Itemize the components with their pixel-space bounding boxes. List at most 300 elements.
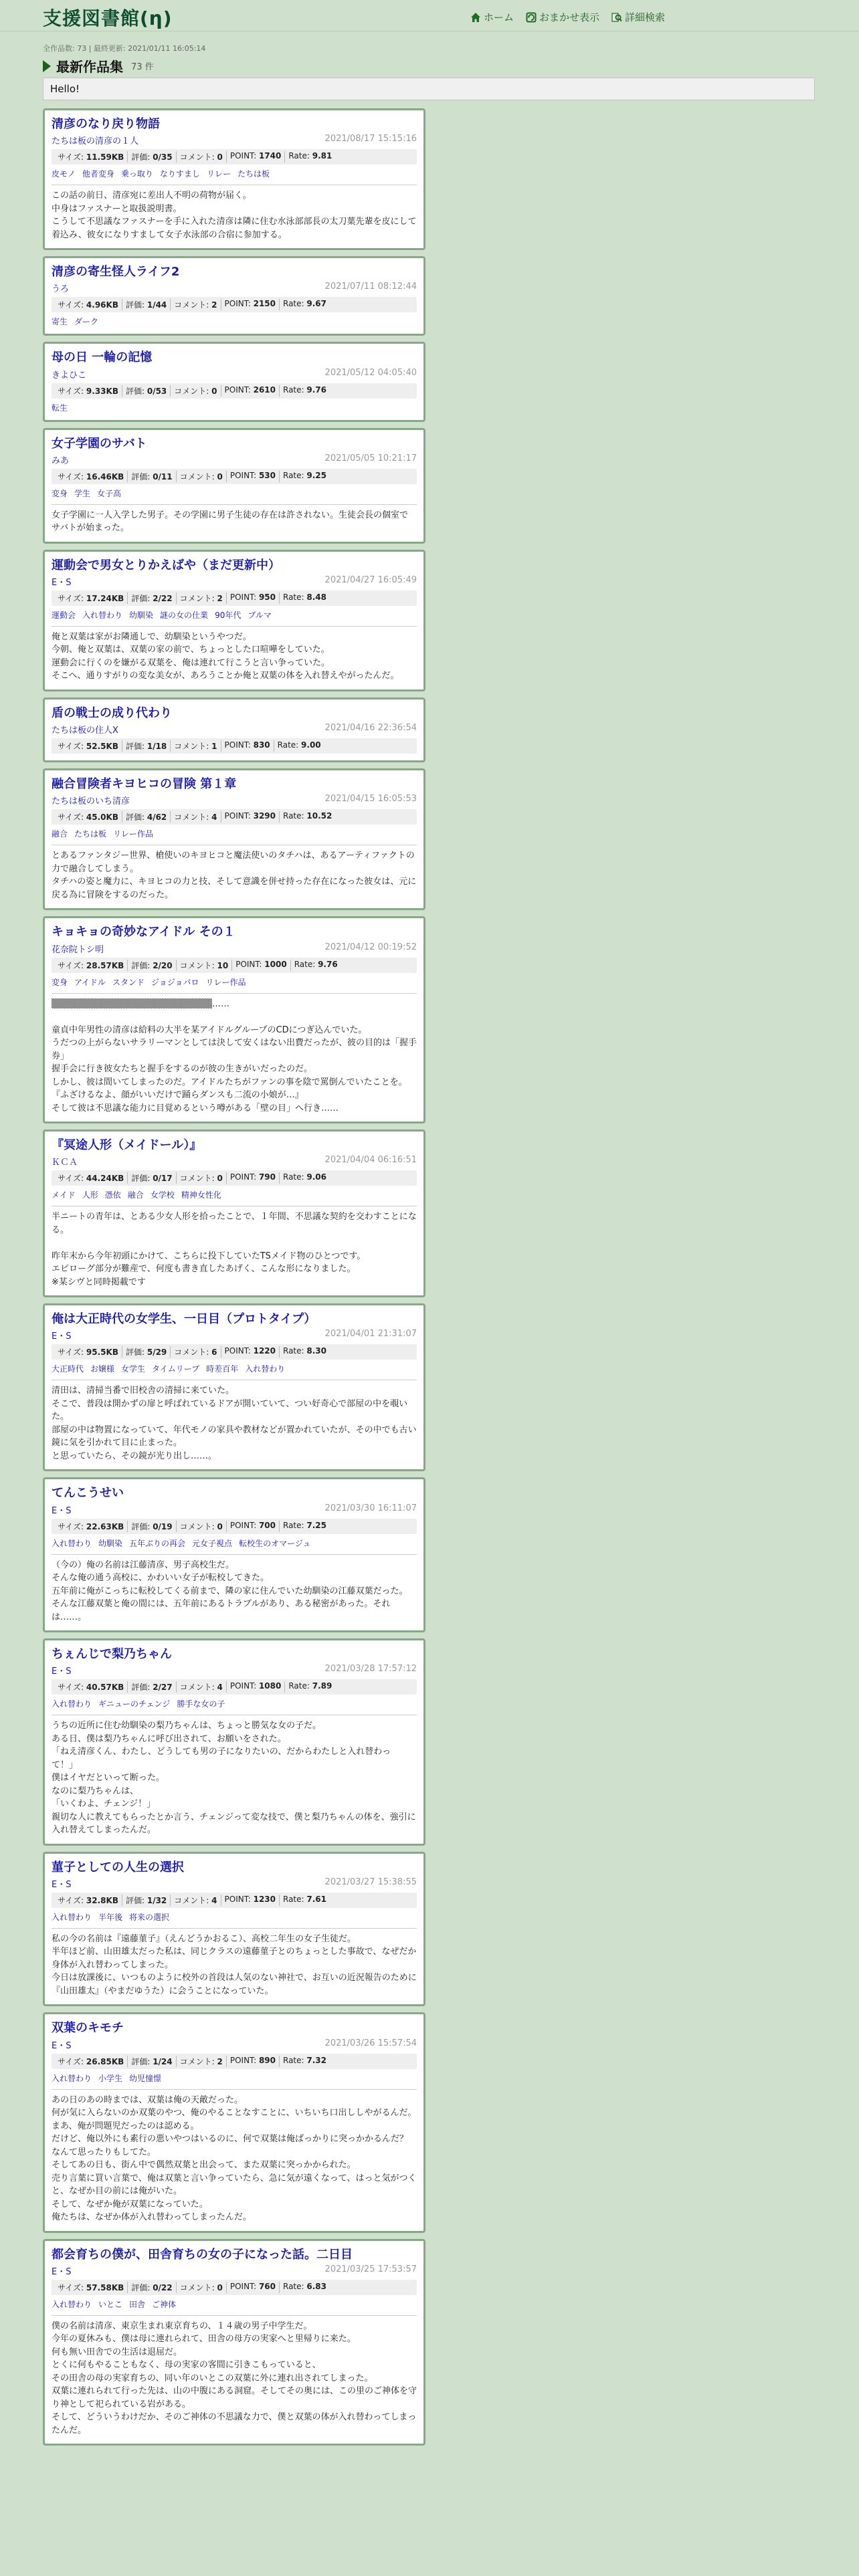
- work-stats: [52, 738, 417, 754]
- work-card: [43, 1130, 425, 1297]
- stat-comments-value: 1: [211, 742, 217, 752]
- stat-rating-label: 評価: [131, 2282, 148, 2292]
- stat-comments-value: 2: [211, 300, 217, 310]
- stat-size-value: 9.33KB: [86, 386, 118, 396]
- work-title[interactable]: 清彦の寄生怪人ライフ2: [52, 265, 180, 280]
- work-tag[interactable]: 学生: [74, 488, 91, 498]
- work-tag[interactable]: アイドル: [74, 977, 106, 987]
- work-title[interactable]: 融合冒険者キヨヒコの冒険 第１章: [52, 777, 237, 792]
- work-list: [43, 108, 425, 2452]
- stat-point: POINT: 790: [227, 1172, 280, 1184]
- work-author[interactable]: うろ: [52, 284, 70, 295]
- work-author-row: [52, 1155, 417, 1168]
- stat-rate-value: 9.76: [306, 385, 326, 395]
- stat-size-label: サイズ: [58, 813, 82, 823]
- stat-point-value: 1740: [258, 151, 282, 161]
- work-date: 2021/05/05 10:21:17: [324, 453, 417, 463]
- stat-size-label: サイズ: [58, 1348, 82, 1358]
- stat-rating: 評価: 1/24: [128, 2056, 176, 2067]
- work-title[interactable]: 女子学園のサバト: [52, 436, 147, 451]
- stat-size-value: 16.46KB: [86, 471, 124, 481]
- work-title[interactable]: 運動会で男女とりかえばや（まだ更新中）: [52, 558, 280, 572]
- stat-comments: コメント: 0: [171, 385, 221, 397]
- work-author[interactable]: E・S: [52, 2266, 72, 2277]
- work-author[interactable]: E・S: [52, 1331, 72, 1342]
- stat-rating-label: 評価: [131, 152, 148, 163]
- stat-point: POINT: 1080: [227, 1681, 285, 1693]
- stat-point: POINT: 1740: [227, 151, 285, 163]
- work-tag[interactable]: 運動会: [52, 610, 76, 620]
- stat-size: サイズ: 9.33KB: [54, 385, 122, 397]
- stat-point-value: 790: [258, 1172, 276, 1182]
- stat-rate-value: 8.30: [306, 1346, 326, 1356]
- work-date: 2021/04/15 16:05:53: [324, 794, 417, 804]
- stat-rating-label: 評価: [125, 1348, 142, 1358]
- work-stats: [52, 2054, 417, 2069]
- work-tag[interactable]: 女学生: [121, 1364, 146, 1374]
- stat-comments-value: 0: [211, 386, 217, 396]
- stat-rate-value: 7.61: [306, 1894, 326, 1904]
- stat-point-value: 1080: [258, 1681, 282, 1691]
- stat-size-label: サイズ: [58, 593, 82, 603]
- work-author-row: [52, 1503, 417, 1516]
- work-stats: [52, 297, 417, 312]
- stat-comments-label: コメント: [179, 1521, 212, 1531]
- work-author-row: [52, 453, 417, 466]
- work-tag[interactable]: リレー: [206, 169, 231, 179]
- work-tag[interactable]: 他者変身: [82, 169, 114, 179]
- work-tag[interactable]: 入れ替わり: [52, 1912, 92, 1922]
- stat-comments-label: コメント: [174, 1348, 207, 1358]
- work-author[interactable]: E・S: [52, 1667, 72, 1677]
- stat-rate-value: 9.81: [312, 151, 332, 161]
- work-tags: [52, 316, 417, 327]
- work-date: 2021/08/17 15:15:16: [324, 134, 417, 144]
- work-author[interactable]: 花奈院トシ明: [52, 944, 104, 955]
- work-author[interactable]: たちは板の清彦の１人: [52, 136, 139, 147]
- work-tag[interactable]: 田舎: [129, 2299, 146, 2309]
- stat-point-value: 1220: [253, 1346, 276, 1356]
- stat-point: POINT: 700: [227, 1521, 280, 1532]
- stat-rate-label: Rate: [283, 470, 302, 480]
- stat-rate-value: 9.25: [306, 470, 326, 480]
- work-stats: [52, 958, 417, 973]
- stat-rate: Rate: 8.30: [283, 1346, 326, 1356]
- stat-rate: Rate: 9.81: [288, 151, 332, 161]
- notice-box: Hello!: [43, 78, 815, 100]
- stat-point-label: POINT: [229, 1681, 254, 1691]
- work-description: （今の）俺の名前は江藤清彦、男子高校生だ。 そんな俺の通う高校に、かわいい女子が転校してきた。 五年前に俺がこっちに転校してくる前まで、隣の家に住んでいた幼馴染の江藤双葉だった。 そんな江藤双葉と俺の間には、五年前にあるトラブルがあり、ある秘密があった。それは……。: [52, 1554, 417, 1624]
- work-tags: [52, 609, 417, 621]
- stat-comments-label: コメント: [179, 471, 212, 481]
- work-author[interactable]: E・S: [52, 2040, 72, 2051]
- work-tag[interactable]: 入れ替わり: [52, 1699, 92, 1709]
- stat-rate-label: Rate: [288, 151, 307, 161]
- work-tag[interactable]: 入れ替わり: [245, 1364, 286, 1374]
- work-title[interactable]: 双葉のキモチ: [52, 2021, 124, 2036]
- work-author[interactable]: たちは板のいち清彦: [52, 796, 130, 807]
- stat-rate: Rate: 9.76: [294, 959, 338, 969]
- stat-point-label: POINT: [229, 1520, 254, 1530]
- work-title[interactable]: 都会育ちの僕が、田舎育ちの女の子になった話。二日目: [52, 2247, 353, 2262]
- stat-rate: Rate: 6.83: [283, 2281, 326, 2291]
- stat-comments-value: 0: [217, 1521, 223, 1531]
- work-tag[interactable]: 入れ替わり: [52, 2073, 92, 2083]
- work-tag[interactable]: 90年代: [215, 610, 242, 620]
- work-tag[interactable]: 小学生: [98, 2073, 123, 2083]
- stat-point: POINT: 950: [227, 593, 280, 604]
- work-tag[interactable]: リレー作品: [113, 829, 154, 839]
- work-author[interactable]: E・S: [52, 577, 72, 588]
- stat-point-value: 700: [258, 1520, 276, 1530]
- stat-comments-label: コメント: [174, 300, 207, 310]
- work-tag[interactable]: 憑依: [104, 1190, 121, 1200]
- work-tag[interactable]: 幼馴染: [129, 610, 154, 620]
- stat-rate-label: Rate: [283, 2055, 302, 2065]
- work-tag[interactable]: ダーク: [74, 317, 99, 327]
- work-date: 2021/04/16 22:36:54: [324, 723, 417, 734]
- work-tag[interactable]: 入れ替わり: [82, 610, 123, 620]
- stat-rate-label: Rate: [283, 1346, 302, 1356]
- work-tag[interactable]: 転生: [52, 403, 68, 413]
- work-title[interactable]: 菫子としての人生の選択: [52, 1860, 184, 1874]
- stat-comments-value: 4: [211, 813, 217, 823]
- stat-point-label: POINT: [229, 2055, 254, 2065]
- stat-comments: コメント: 4: [177, 1681, 227, 1693]
- stat-comments-value: 4: [217, 1683, 223, 1693]
- stat-comments-value: 2: [217, 593, 223, 603]
- stat-comments-label: コメント: [179, 2282, 212, 2292]
- stat-size-value: 52.5KB: [86, 742, 118, 752]
- stat-comments: コメント: 4: [171, 1895, 221, 1906]
- work-tag[interactable]: たちは板: [74, 829, 107, 839]
- stat-size-label: サイズ: [58, 1521, 82, 1531]
- work-card: [43, 1477, 425, 1632]
- stat-comments-label: コメント: [174, 386, 207, 396]
- work-tag[interactable]: 将来の選択: [129, 1912, 170, 1922]
- stat-comments-label: コメント: [179, 152, 212, 163]
- stat-rate-label: Rate: [277, 740, 296, 750]
- stat-size: サイズ: 40.57KB: [54, 1681, 128, 1693]
- stat-rating-label: 評価: [131, 471, 148, 481]
- work-tag[interactable]: タイムリープ: [152, 1364, 200, 1374]
- work-description: この話の前日、清彦宛に差出人不明の荷物が届く。 中身はファスナーと取扱説明書。 こうして不思議なファスナーを手に入れた清彦は隣に住む水泳部部長の太刀葉先輩を皮にして着込み、彼女になりすまして女子水泳部の合宿に参加する。: [52, 185, 417, 241]
- stat-rating: 評価: 4/62: [122, 811, 171, 823]
- stat-comments-label: コメント: [179, 1683, 212, 1693]
- stat-size: サイズ: 44.24KB: [54, 1172, 128, 1184]
- work-title[interactable]: ちぇんじで梨乃ちゃん: [52, 1647, 172, 1662]
- work-tag[interactable]: ジョジョパロ: [151, 977, 199, 987]
- section-header: [43, 56, 154, 76]
- stat-point: POINT: 530: [227, 471, 280, 482]
- stat-comments-value: 0: [217, 1174, 223, 1184]
- work-tag[interactable]: リレー作品: [205, 977, 246, 987]
- stat-size: サイズ: 52.5KB: [54, 740, 122, 752]
- work-card: [43, 256, 425, 336]
- work-author-row: [52, 723, 417, 736]
- work-tag[interactable]: 勝手な女の子: [177, 1699, 225, 1709]
- work-tag[interactable]: 入れ替わり: [52, 1538, 92, 1548]
- stat-rating-value: 1/32: [147, 1895, 167, 1905]
- work-description: 僕の名前は清彦、東京生まれ東京育ちの、１４歳の男子中学生だ。 今年の夏休みも、僕は母に連れられて、田舎の母方の実家へと里帰りに来た。 何も無い田舎での生活は退屈だ。 とくに何もやることもなく、母の実家の客間に引きこもっていると、 その田舎の母の実家育ちの、同い年のいとこの双葉に外に連れ出されてしまった。 双葉に連れられて行った先は、山の中腹にある洞窟。そしてその奥には、この里のご神体を守り神として祀られている岩がある。 そして、どういうわけだか、そのご神体の不思議な力で、僕と双葉の体が入れ替わってしまったんだ。: [52, 2315, 417, 2438]
- stat-size-value: 57.58KB: [86, 2282, 124, 2292]
- search-icon: [611, 12, 622, 23]
- work-stats: [52, 591, 417, 606]
- work-date: 2021/03/30 16:11:07: [324, 1503, 417, 1513]
- stat-size-label: サイズ: [58, 2056, 82, 2066]
- stat-comments-label: コメント: [174, 1895, 207, 1905]
- work-title[interactable]: 『冥途人形（メイドール）』: [52, 1138, 202, 1152]
- stat-rate-value: 9.00: [301, 740, 321, 750]
- stat-rate-label: Rate: [283, 299, 302, 309]
- stat-rating-value: 2/20: [153, 960, 173, 970]
- work-date: 2021/03/28 17:57:12: [324, 1664, 417, 1675]
- work-tag[interactable]: 謎の女の仕業: [160, 610, 209, 620]
- work-tag[interactable]: ブルマ: [248, 610, 272, 620]
- stat-rate-label: Rate: [283, 1520, 302, 1530]
- work-card: [43, 1852, 425, 2007]
- work-tag[interactable]: 変身: [52, 488, 68, 498]
- stat-rating-value: 1/44: [147, 300, 167, 310]
- stat-size-value: 44.24KB: [86, 1174, 124, 1184]
- stat-size-value: 11.59KB: [86, 152, 124, 163]
- work-tag[interactable]: 女学校: [150, 1190, 175, 1200]
- stat-size: サイズ: 57.58KB: [54, 2282, 128, 2293]
- stat-rating-label: 評価: [125, 813, 142, 823]
- work-description: 俺と双葉は家がお隣通しで、幼馴染というやつだ。 今朝、俺と双葉は、双葉の家の前で、ちょっとした口喧嘩をしていた。 運動会に行くのを嫌がる双葉を、俺は連れて行こうと言い争っていた。 そこへ、通りすがりの変な美女が、あろうことか俺と双葉の体を入れ替えやがったんだ。: [52, 626, 417, 683]
- work-stats: [52, 383, 417, 399]
- work-author[interactable]: きよひこ: [52, 370, 87, 381]
- stat-point: POINT: 760: [227, 2282, 280, 2293]
- stat-rating-value: 1/24: [153, 2056, 173, 2066]
- stat-rate: Rate: 7.61: [283, 1894, 326, 1904]
- work-author-row: [52, 2264, 417, 2277]
- work-author[interactable]: E・S: [52, 1505, 72, 1516]
- stat-comments: コメント: 10: [177, 960, 233, 971]
- stat-size: サイズ: 95.5KB: [54, 1346, 122, 1358]
- stat-rating-value: 0/53: [147, 386, 167, 396]
- stat-point-value: 2150: [253, 299, 276, 309]
- work-stats: [52, 1679, 417, 1695]
- stat-size-value: 4.96KB: [86, 300, 118, 310]
- stat-size-value: 17.24KB: [86, 593, 124, 603]
- stat-point-value: 890: [258, 2055, 276, 2065]
- work-tag[interactable]: 転校生のオマージュ: [239, 1538, 311, 1548]
- stat-rate-label: Rate: [288, 1681, 307, 1691]
- stat-point-label: POINT: [229, 1172, 254, 1182]
- stat-rating-label: 評価: [131, 2056, 148, 2066]
- stat-rate: Rate: 9.25: [283, 470, 326, 480]
- stat-comments: コメント: 0: [177, 471, 227, 482]
- work-author[interactable]: たちは板の住人X: [52, 726, 118, 736]
- stat-point-label: POINT: [224, 299, 248, 309]
- work-date: 2021/04/04 06:16:51: [324, 1155, 417, 1166]
- work-card: [43, 2012, 425, 2232]
- work-author[interactable]: E・S: [52, 1879, 72, 1890]
- work-tag[interactable]: 元女子視点: [192, 1538, 233, 1548]
- work-tag[interactable]: 変身: [52, 977, 68, 987]
- work-tag[interactable]: 入れ替わり: [52, 2299, 92, 2309]
- work-tag[interactable]: たちは板: [237, 169, 270, 179]
- stat-rating: 評価: 2/22: [128, 593, 176, 604]
- stat-rating-value: 5/29: [147, 1348, 167, 1358]
- stat-comments: コメント: 2: [171, 299, 221, 310]
- work-tag[interactable]: 乗っ取り: [120, 169, 153, 179]
- stat-rating-label: 評価: [131, 1174, 148, 1184]
- work-tags: [52, 1698, 417, 1709]
- work-author-row: [52, 134, 417, 146]
- top-nav: [470, 10, 665, 24]
- site-header: [0, 0, 859, 31]
- stat-comments: コメント: 0: [177, 1172, 227, 1184]
- shuffle-icon: [526, 12, 537, 23]
- work-author[interactable]: みあ: [52, 455, 70, 466]
- stat-rate: Rate: 9.67: [283, 299, 326, 309]
- stat-rate-value: 7.32: [306, 2055, 326, 2065]
- stat-size: サイズ: 22.63KB: [54, 1521, 128, 1532]
- stat-rating-label: 評価: [125, 1895, 142, 1905]
- stat-point-value: 530: [258, 470, 276, 480]
- work-stats: [52, 469, 417, 484]
- work-tag[interactable]: 精神女性化: [181, 1190, 221, 1200]
- work-tag[interactable]: 大正時代: [52, 1364, 84, 1374]
- stat-rating: 評価: 1/32: [122, 1895, 171, 1906]
- stat-point-label: POINT: [224, 385, 248, 395]
- stat-comments: コメント: 2: [177, 2056, 227, 2067]
- work-tag[interactable]: なりすまし: [159, 169, 200, 179]
- work-stats: [52, 149, 417, 165]
- stat-comments-value: 2: [217, 2056, 223, 2066]
- stat-rate-value: 9.06: [306, 1172, 326, 1182]
- nav-random[interactable]: [526, 10, 599, 24]
- stat-rate: Rate: 7.89: [288, 1681, 332, 1691]
- work-author-row: [52, 575, 417, 588]
- work-title[interactable]: キョキョの奇妙なアイドル その１: [52, 925, 235, 940]
- stat-rating-value: 0/35: [153, 152, 173, 163]
- stat-rating-value: 0/17: [153, 1174, 173, 1184]
- work-card: [43, 108, 425, 250]
- work-tag[interactable]: 女子高: [97, 488, 122, 498]
- stat-comments: コメント: 0: [177, 151, 227, 163]
- stat-size: サイズ: 11.59KB: [54, 151, 128, 163]
- work-tag[interactable]: 時差百年: [206, 1364, 239, 1374]
- stat-rate: Rate: 9.00: [277, 740, 321, 750]
- work-description: 清田は、清掃当番で旧校舎の清掃に来ていた。 そこで、普段は開かずの扉と呼ばれているドアが開いていて、つい好奇心で部屋の中を覗いた。 部屋の中は物置になっていて、年代モノの家具や教材などが置かれていたが、その中でも古い鏡に気を引かれて目に止まった。 と思っていたら、その鏡が光り出し……。: [52, 1380, 417, 1463]
- work-tag[interactable]: 皮モノ: [52, 169, 76, 179]
- work-tag[interactable]: メイド: [52, 1190, 76, 1200]
- work-date: 2021/04/12 00:19:52: [324, 942, 417, 952]
- work-tags: [52, 488, 417, 499]
- stat-size-value: 40.57KB: [86, 1683, 124, 1693]
- stat-size-label: サイズ: [58, 1174, 82, 1184]
- work-title[interactable]: 清彦のなり戻り物語: [52, 117, 160, 131]
- stat-size-label: サイズ: [58, 471, 82, 481]
- work-card: [43, 1303, 425, 1471]
- work-stats: [52, 1344, 417, 1360]
- arrow-right-icon: [43, 60, 51, 72]
- work-card: [43, 697, 425, 762]
- stat-comments-label: コメント: [174, 742, 207, 752]
- work-tags: [52, 1911, 417, 1923]
- work-tag[interactable]: ギニューのチェンジ: [98, 1699, 171, 1709]
- site-title[interactable]: 支援図書館(η): [43, 7, 173, 29]
- work-date: 2021/07/11 08:12:44: [324, 282, 417, 292]
- work-tag[interactable]: 幼児憧憬: [129, 2073, 162, 2083]
- work-tag[interactable]: スタンド: [112, 977, 145, 987]
- stat-size: サイズ: 4.96KB: [54, 299, 122, 310]
- stat-rate: Rate: 10.52: [283, 811, 332, 821]
- stat-point: POINT: 2150: [221, 299, 280, 310]
- work-tag[interactable]: 融合: [127, 1190, 144, 1200]
- nav-search[interactable]: [611, 10, 665, 24]
- stat-comments: コメント: 4: [171, 811, 221, 823]
- work-tag[interactable]: お嬢様: [90, 1364, 115, 1374]
- work-title[interactable]: 母の日 一輪の記憶: [52, 350, 153, 365]
- stat-rate-label: Rate: [283, 1894, 302, 1904]
- work-tag[interactable]: 半年後: [98, 1912, 123, 1922]
- stat-comments-label: コメント: [179, 1174, 212, 1184]
- stat-rate-label: Rate: [283, 385, 302, 395]
- work-tag[interactable]: いとこ: [98, 2299, 123, 2309]
- stat-point-label: POINT: [229, 151, 254, 161]
- stat-rating-value: 0/19: [153, 1521, 173, 1531]
- nav-home-label: ホーム: [483, 11, 514, 23]
- work-tags: [52, 1189, 417, 1200]
- home-icon: [470, 12, 481, 23]
- stat-size-label: サイズ: [58, 386, 82, 396]
- work-title[interactable]: てんこうせい: [52, 1486, 124, 1501]
- stat-size-value: 28.57KB: [86, 960, 124, 970]
- stat-rate: Rate: 7.25: [283, 1520, 326, 1530]
- stat-comments: コメント: 0: [177, 2282, 227, 2293]
- stat-comments: コメント: 2: [177, 593, 227, 604]
- stat-size: サイズ: 45.0KB: [54, 811, 122, 823]
- stat-size-label: サイズ: [58, 300, 82, 310]
- work-description: 半ニートの青年は、とある少女人形を拾ったことで、１年間、不思議な契約を交わすことになる。 昨年末から今年初頭にかけて、こちらに投下していたTSメイド物のひとつです。 エピローグ部分が難産で、何度も書き直したあげく、こんな形になりました。 ※某シヴと同時掲載です: [52, 1206, 417, 1289]
- stat-rating-label: 評価: [131, 960, 148, 970]
- work-author-row: [52, 794, 417, 807]
- work-tag[interactable]: 融合: [52, 829, 68, 839]
- stat-rate-value: 9.76: [318, 959, 338, 969]
- stat-point-value: 3290: [253, 811, 276, 821]
- section-title: 最新作品集: [56, 59, 123, 75]
- stat-rate-value: 8.48: [306, 592, 326, 602]
- work-tag[interactable]: 寄生: [52, 317, 68, 327]
- work-tag[interactable]: 幼馴染: [98, 1538, 123, 1548]
- nav-home[interactable]: [470, 10, 514, 24]
- work-description: 女子学園に一人入学した男子。その学園に男子生徒の存在は許されない。生徒会長の個室でサバトが始まった。: [52, 504, 417, 535]
- stat-comments: コメント: 1: [171, 740, 221, 752]
- stat-rate: Rate: 7.32: [283, 2055, 326, 2065]
- stat-size-value: 45.0KB: [86, 813, 118, 823]
- work-author[interactable]: ＫＣＡ: [52, 1158, 78, 1168]
- stat-rating-label: 評価: [125, 300, 142, 310]
- work-tag[interactable]: 五年ぶりの再会: [129, 1538, 186, 1548]
- work-tag[interactable]: ご神体: [152, 2299, 177, 2309]
- stat-size: サイズ: 26.85KB: [54, 2056, 128, 2067]
- nav-search-label: 詳細検索: [624, 11, 665, 23]
- work-tag[interactable]: 人形: [82, 1190, 98, 1200]
- work-title[interactable]: 俺は大正時代の女学生、一日目（プロトタイプ）: [52, 1312, 316, 1327]
- stat-rate: Rate: 9.76: [283, 385, 326, 395]
- stat-rating: 評価: 0/53: [122, 385, 171, 397]
- stat-rating-label: 評価: [131, 1521, 148, 1531]
- work-description: あの日のあの時までは、双葉は俺の天敵だった。 何が気に入らないのか双葉のやつ、俺のやることなすことに、いちいち口出ししやがるんだ。 まあ、俺が問題児だったのは認める。 だけど、俺以外にも素行の悪いやつはいるのに、何で双葉は俺ばっかりに突っかかるんだ？ なんて思ったりもしてた。 そしてあの日も、街ん中で偶然双葉と出会って、また双葉に突っかかられた。 売り言葉に買い言葉で、俺は双葉と言い争っていたら、急に気が遠くなって、はっと気がつくと、なぜか目の前には俺がいた。 そして、なぜか俺が双葉になっていた。 俺たちは、なぜか体が入れ替わってしまったんだ。: [52, 2089, 417, 2224]
- work-author-row: [52, 942, 417, 955]
- work-title[interactable]: 盾の戦士の成り代わり: [52, 706, 172, 720]
- work-card: [43, 2239, 425, 2446]
- work-stats: [52, 1893, 417, 1908]
